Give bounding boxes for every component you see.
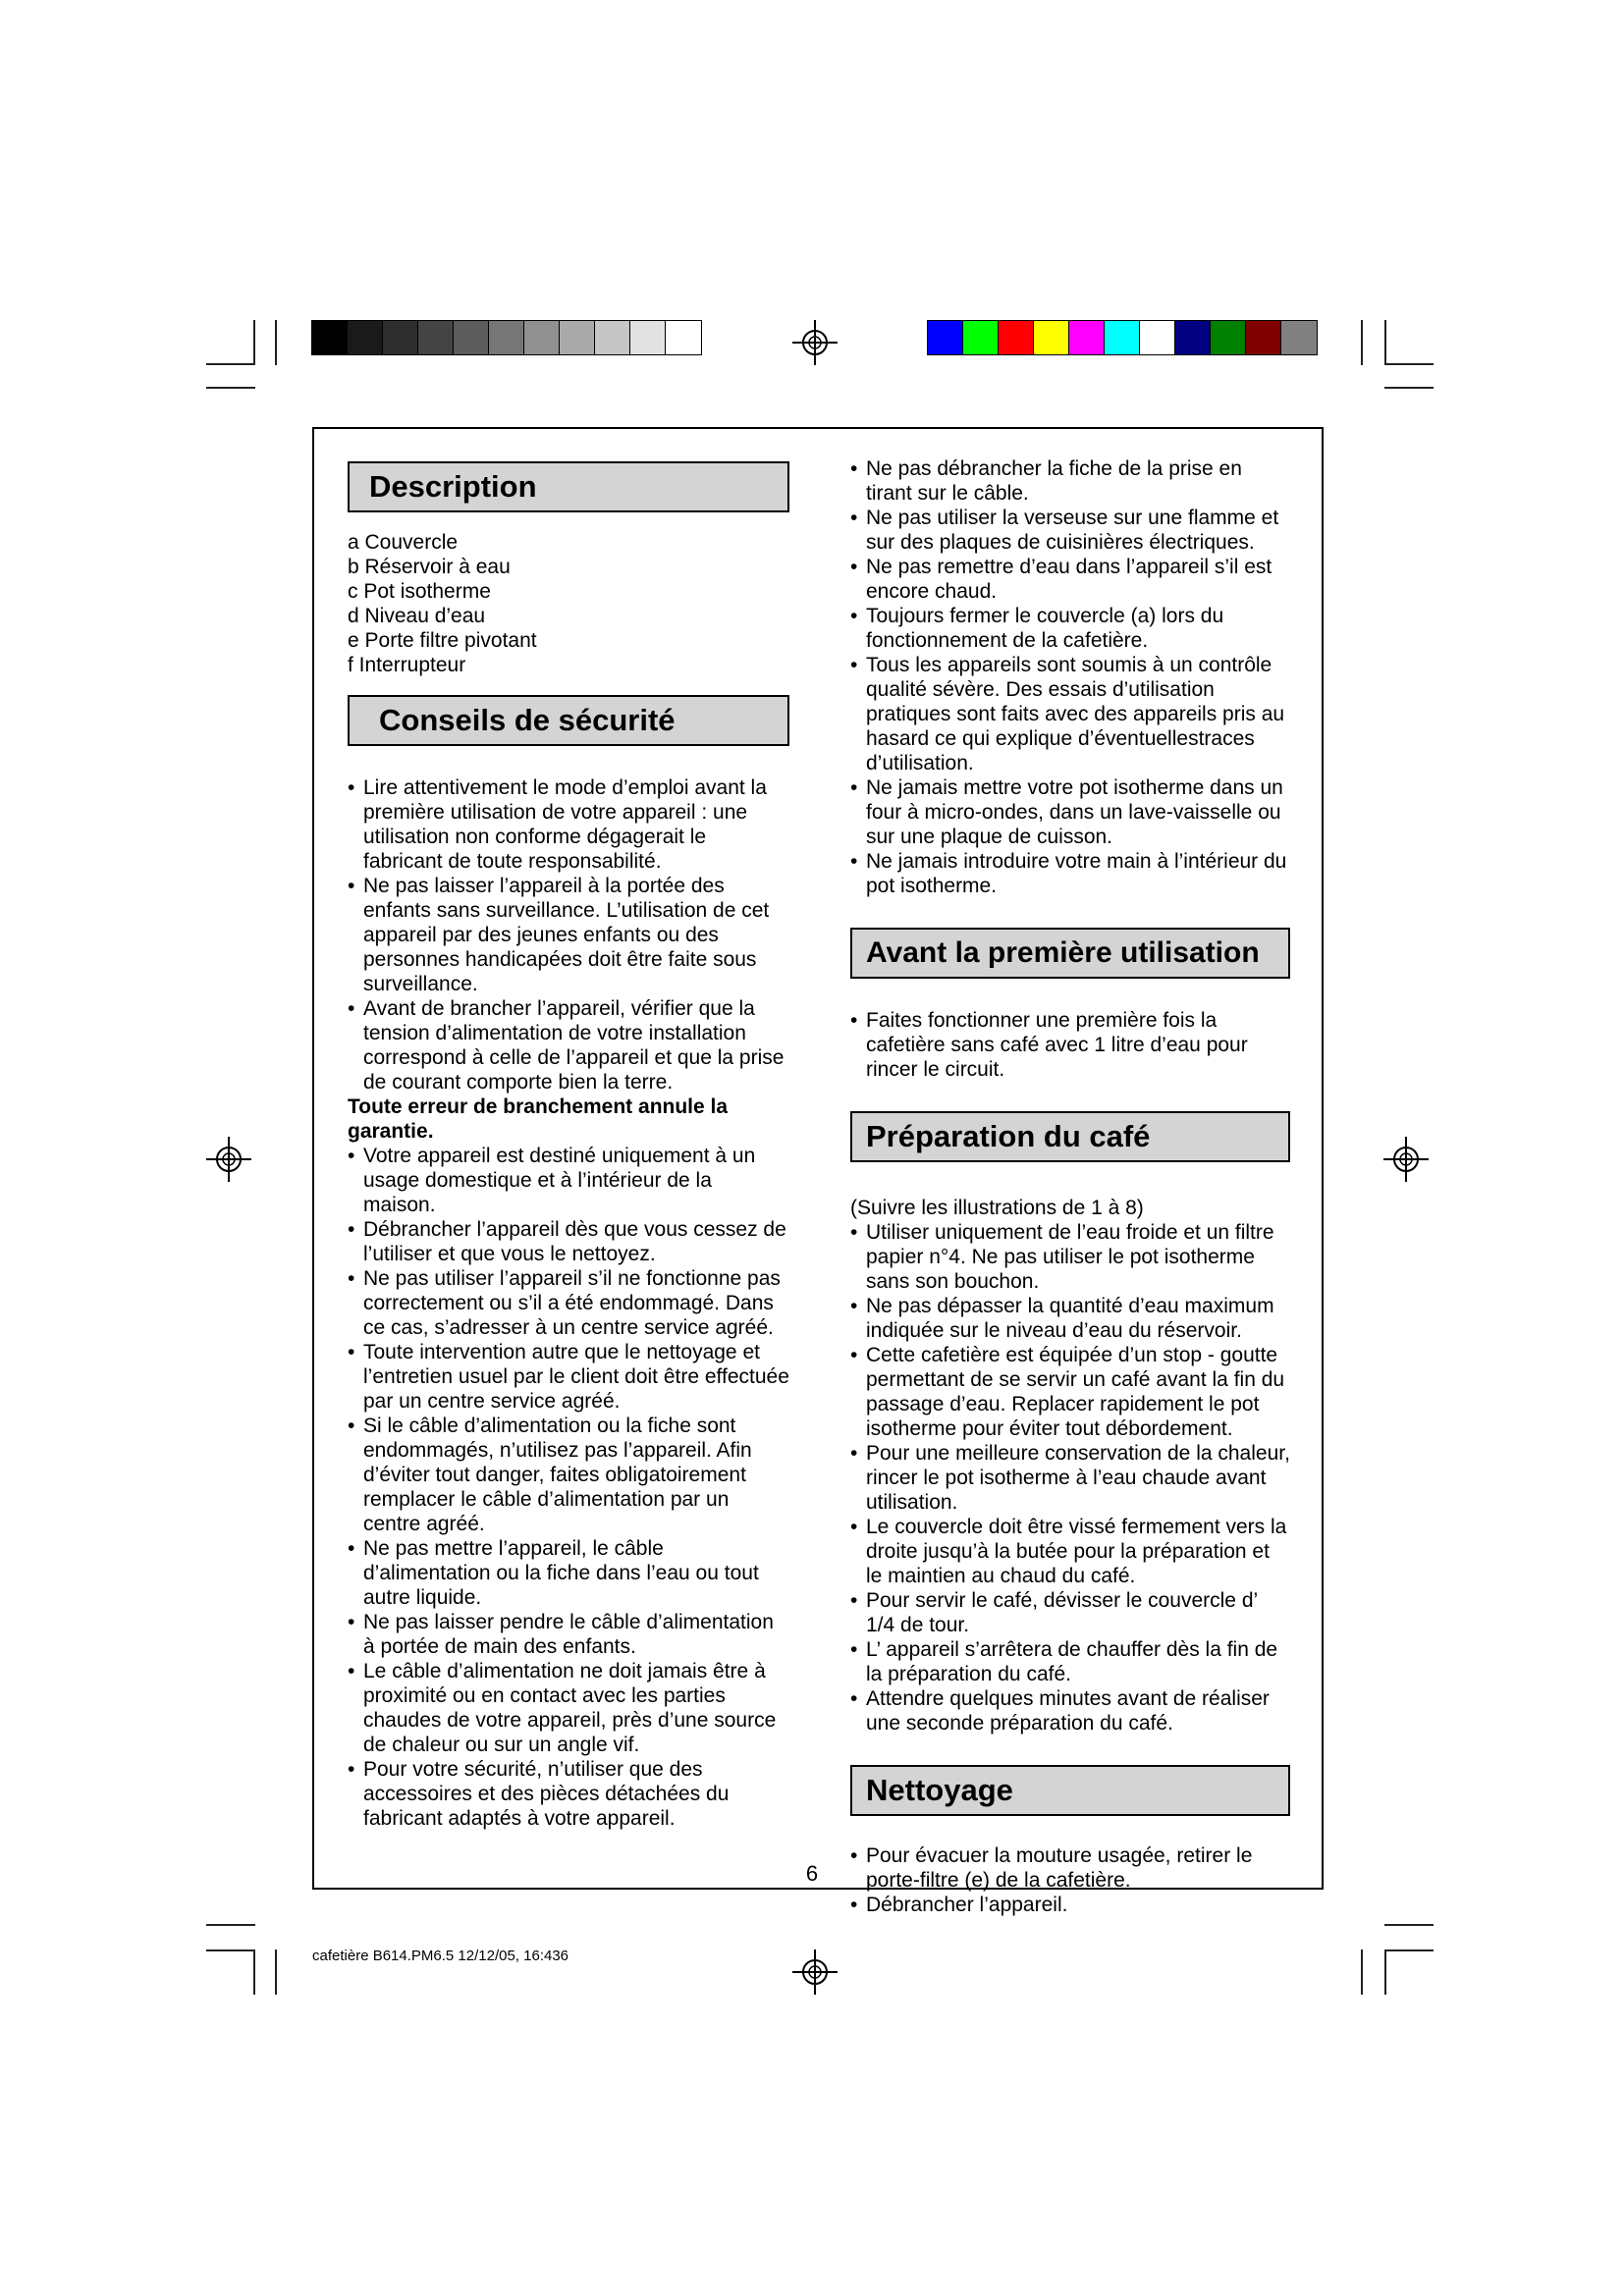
registration-mark-icon: [1381, 1135, 1431, 1184]
list-item: • Pour évacuer la mouture usagée, retirer le porte-filtre (e) de la cafetière.: [850, 1843, 1290, 1893]
warning-text: Toute erreur de branchement annule la garantie.: [348, 1095, 729, 1143]
safety-list: [348, 775, 789, 1095]
list-item: d Niveau d’eau: [348, 605, 486, 627]
registration-mark-icon: [204, 1135, 253, 1184]
list-item: • Le câble d’alimentation ne doit jamais être à proximité ou en contact avec les parties chaudes de votre appareil, près d’une source de chaleur ou sur un angle vif.: [348, 1659, 789, 1757]
gray-swatch: [418, 321, 454, 354]
list-item: • Attendre quelques minutes avant de réaliser une seconde préparation du café.: [850, 1686, 1290, 1735]
registration-mark-icon: [790, 1948, 839, 1997]
registration-mark-icon: [790, 318, 839, 367]
list-item: a Couvercle: [348, 531, 459, 554]
list-item: f Interrupteur: [348, 654, 466, 676]
right-column: [850, 456, 1290, 1917]
list-item: • Pour votre sécurité, n’utiliser que des accessoires et des pièces détachées du fabricant adaptés à votre appareil.: [348, 1757, 789, 1831]
color-swatch: [1034, 321, 1069, 354]
gray-swatch: [595, 321, 630, 354]
print-slug: cafetière B614.PM6.5 12/12/05, 16:436: [312, 1948, 569, 1964]
color-swatch: [999, 321, 1034, 354]
list-item: • Utiliser uniquement de l’eau froide et un filtre papier n°4. Ne pas utiliser le pot isotherme sans son bouchon.: [850, 1220, 1290, 1294]
safety-list: [850, 456, 1290, 898]
color-swatch: [1140, 321, 1175, 354]
list-item: e Porte filtre pivotant: [348, 629, 537, 652]
list-item: c Pot isotherme: [348, 580, 491, 603]
gray-swatch: [666, 321, 701, 354]
list-item: • Cette cafetière est équipée d’un stop - goutte permettant de se servir un café avant la fin du passage d’eau. Replacer rapidement le pot isotherme pour éviter tout débordement.: [850, 1343, 1290, 1441]
list-item: • L’ appareil s’arrêtera de chauffer dès la fin de la préparation du café.: [850, 1637, 1290, 1686]
preparation-intro: (Suivre les illustrations de 1 à 8): [850, 1197, 1144, 1219]
list-item: • Ne pas dépasser la quantité d’eau maximum indiquée sur le niveau d’eau du réservoir.: [850, 1294, 1290, 1343]
gray-swatch: [348, 321, 383, 354]
list-item: • Débrancher l’appareil.: [850, 1893, 1290, 1917]
list-item: • Ne pas utiliser l’appareil s’il ne fonctionne pas correctement ou s’il a été endommagé. Dans ce cas, s’adresser à un centre service agréé.: [348, 1266, 789, 1340]
list-item: • Toute intervention autre que le nettoyage et l’entretien usuel par le client doit être effectuée par un centre service agréé.: [348, 1340, 789, 1414]
color-swatch: [928, 321, 963, 354]
list-item: • Pour une meilleure conservation de la chaleur, rincer le pot isotherme à l’eau chaude avant utilisation.: [850, 1441, 1290, 1515]
description-list: [348, 530, 789, 677]
gray-swatch: [630, 321, 666, 354]
safety-list: [348, 1144, 789, 1831]
gray-swatch: [560, 321, 595, 354]
color-swatch: [1211, 321, 1246, 354]
grayscale-calibration-bar: [311, 320, 702, 355]
color-swatch: [1246, 321, 1281, 354]
list-item: • Ne pas remettre d’eau dans l’appareil s’il est encore chaud.: [850, 555, 1290, 604]
color-swatch: [963, 321, 999, 354]
color-swatch: [1281, 321, 1317, 354]
list-item: • Avant de brancher l’appareil, vérifier que la tension d’alimentation de votre installation correspond à celle de l’appareil et que la prise de courant comporte bien la terre.: [348, 996, 789, 1095]
list-item: • Débrancher l’appareil dès que vous cessez de l’utiliser et que vous le nettoyez.: [348, 1217, 789, 1266]
color-swatch: [1175, 321, 1211, 354]
list-item: • Si le câble d’alimentation ou la fiche sont endommagés, n’utilisez pas l’appareil. Afin d’éviter tout danger, faites obligatoirement remplacer le câble d’alimentation par un centre agréé.: [348, 1414, 789, 1536]
section-heading-safety: Conseils de sécurité: [348, 695, 789, 746]
page-number: 6: [805, 1861, 819, 1886]
gray-swatch: [454, 321, 489, 354]
list-item: • Le couvercle doit être vissé fermement vers la droite jusqu’à la butée pour la préparation et le maintien au chaud du café.: [850, 1515, 1290, 1588]
preparation-list: [850, 1220, 1290, 1735]
gray-swatch: [383, 321, 418, 354]
list-item: • Pour servir le café, dévisser le couvercle d’ 1/4 de tour.: [850, 1588, 1290, 1637]
left-column: [348, 461, 789, 1831]
list-item: • Tous les appareils sont soumis à un contrôle qualité sévère. Des essais d’utilisation pratiques sont faits avec des appareils pris au hasard ce qui explique d’éventuellestraces d’utilisation.: [850, 653, 1290, 775]
list-item: • Ne jamais mettre votre pot isotherme dans un four à micro-ondes, dans un lave-vaisselle ou sur une plaque de cuisson.: [850, 775, 1290, 849]
section-heading-cleaning: Nettoyage: [850, 1765, 1290, 1816]
list-item: • Ne pas utiliser la verseuse sur une flamme et sur des plaques de cuisinières électriques.: [850, 506, 1290, 555]
list-item: • Faites fonctionner une première fois la cafetière sans café avec 1 litre d’eau pour rincer le circuit.: [850, 1008, 1290, 1082]
list-item: • Lire attentivement le mode d’emploi avant la première utilisation de votre appareil : une utilisation non conforme dégagerait le fabricant de toute responsabilité.: [348, 775, 789, 874]
section-heading-preparation: Préparation du café: [850, 1111, 1290, 1162]
color-swatch: [1069, 321, 1105, 354]
gray-swatch: [312, 321, 348, 354]
list-item: • Ne pas mettre l’appareil, le câble d’alimentation ou la fiche dans l’eau ou tout autre liquide.: [348, 1536, 789, 1610]
gray-swatch: [489, 321, 524, 354]
list-item: • Toujours fermer le couvercle (a) lors du fonctionnement de la cafetière.: [850, 604, 1290, 653]
gray-swatch: [524, 321, 560, 354]
first-use-list: [850, 1008, 1290, 1082]
color-calibration-bar: [927, 320, 1318, 355]
list-item: b Réservoir à eau: [348, 556, 511, 578]
list-item: • Ne pas laisser pendre le câble d’alimentation à portée de main des enfants.: [348, 1610, 789, 1659]
list-item: • Ne pas débrancher la fiche de la prise en tirant sur le câble.: [850, 456, 1290, 506]
color-swatch: [1105, 321, 1140, 354]
list-item: • Ne jamais introduire votre main à l’intérieur du pot isotherme.: [850, 849, 1290, 898]
list-item: • Votre appareil est destiné uniquement à un usage domestique et à l’intérieur de la maison.: [348, 1144, 789, 1217]
section-heading-first-use: Avant la première utilisation: [850, 928, 1290, 979]
section-heading-description: Description: [348, 461, 789, 512]
list-item: • Ne pas laisser l’appareil à la portée des enfants sans surveillance. L’utilisation de cet appareil par des jeunes enfants ou des personnes handicapées doit être faite sous surveillance.: [348, 874, 789, 996]
